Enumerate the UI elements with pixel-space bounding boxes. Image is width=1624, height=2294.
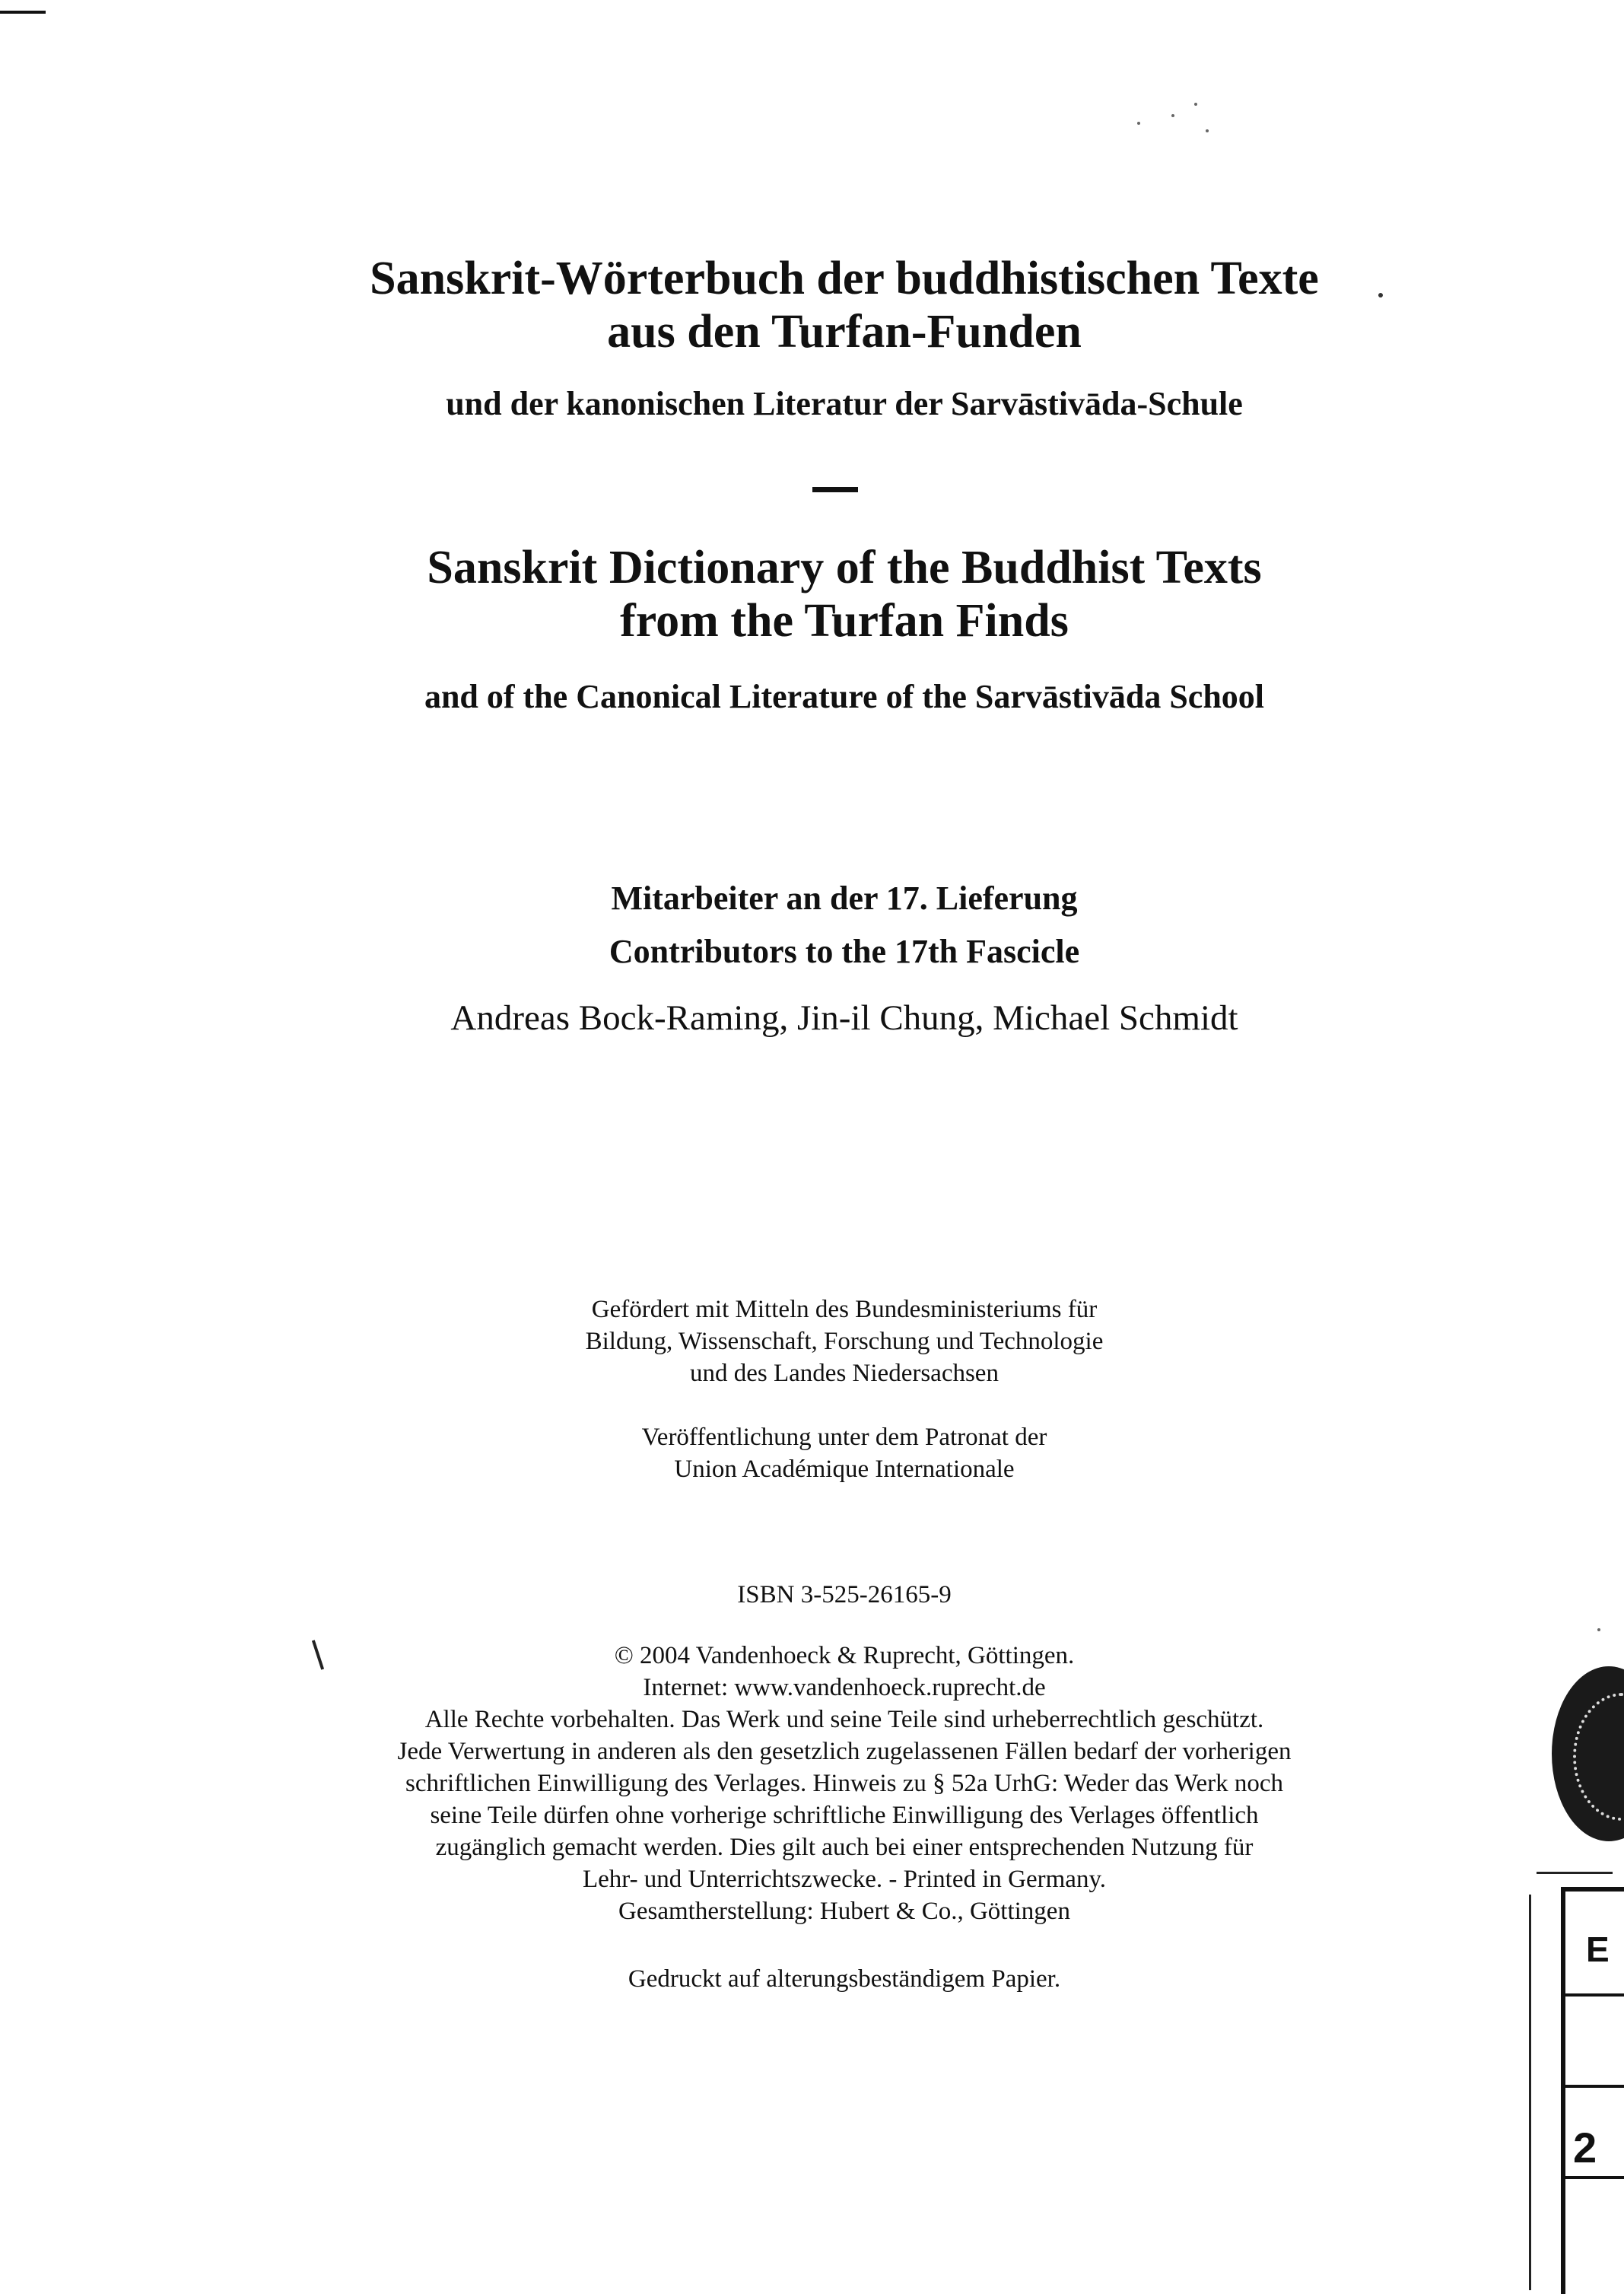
copyright-line-4: Jede Verwertung in anderen als den gesetzlich zugelassenen Fällen bedarf der vorherigen	[397, 1738, 1292, 1765]
stamp-rule	[1561, 1993, 1624, 1997]
funding-line-3: und des Landes Niedersachsen	[690, 1360, 999, 1387]
german-title-line-1: Sanskrit-Wörterbuch der buddhistischen Texte	[370, 253, 1319, 304]
stamp-char-1: E	[1586, 1930, 1610, 1969]
scan-speck	[1597, 1628, 1600, 1631]
scan-speck	[1137, 122, 1140, 125]
funding-line-2: Bildung, Wissenschaft, Forschung und Technologie	[585, 1328, 1104, 1355]
copyright-line-1: © 2004 Vandenhoeck & Ruprecht, Göttingen.	[614, 1642, 1075, 1669]
title-dot	[1378, 293, 1383, 297]
contributor-names: Andreas Bock-Raming, Jin-il Chung, Michael Schmidt	[450, 998, 1238, 1038]
funding-line-1: Gefördert mit Mitteln des Bundesministeriums für	[591, 1296, 1098, 1323]
german-title-line-2: aus den Turfan-Funden	[607, 306, 1082, 358]
right-edge-rule	[1537, 1872, 1613, 1874]
scan-speck	[1171, 114, 1174, 117]
scan-speck	[1194, 103, 1197, 106]
scan-mark-top-left	[0, 11, 46, 14]
copyright-line-2: Internet: www.vandenhoeck.ruprecht.de	[643, 1674, 1046, 1701]
right-edge-vertical-mark	[1529, 1895, 1531, 2290]
english-title-line-2: from the Turfan Finds	[620, 595, 1069, 647]
stamp-rule	[1561, 2176, 1624, 2179]
stamp-char-2: 2	[1573, 2124, 1597, 2172]
copyright-line-7: zugänglich gemacht werden. Dies gilt auch bei einer entsprechenden Nutzung für	[435, 1834, 1254, 1861]
german-subtitle: und der kanonischen Literatur der Sarvāstivāda-Schule	[446, 385, 1243, 422]
contributors-heading-en: Contributors to the 17th Fascicle	[609, 933, 1080, 970]
isbn: ISBN 3-525-26165-9	[737, 1581, 952, 1608]
patronage-line-2: Union Académique Internationale	[674, 1456, 1015, 1483]
paper-note: Gedruckt auf alterungsbeständigem Papier.	[628, 1965, 1061, 1993]
patronage-line-1: Veröffentlichung unter dem Patronat der	[641, 1424, 1047, 1451]
english-title-line-1: Sanskrit Dictionary of the Buddhist Texts	[427, 542, 1262, 593]
stamp-rule	[1561, 2085, 1624, 2088]
scan-speck	[1206, 129, 1209, 132]
copyright-line-3: Alle Rechte vorbehalten. Das Werk und seine Teile sind urheberrechtlich geschützt.	[424, 1706, 1264, 1733]
copyright-line-8: Lehr- und Unterrichtszwecke. - Printed in Germany.	[582, 1866, 1107, 1893]
copyright-line-5: schriftlichen Einwilligung des Verlages. Hinweis zu § 52a UrhG: Weder das Werk noch	[405, 1770, 1283, 1797]
contributors-heading-de: Mitarbeiter an der 17. Lieferung	[611, 880, 1078, 917]
copyright-line-9: Gesamtherstellung: Hubert & Co., Göttingen	[618, 1898, 1070, 1925]
english-subtitle: and of the Canonical Literature of the Sarvāstivāda School	[424, 678, 1265, 715]
separator-dash	[812, 487, 858, 492]
copyright-line-6: seine Teile dürfen ohne vorherige schriftliche Einwilligung des Verlages öffentlich	[430, 1802, 1259, 1829]
